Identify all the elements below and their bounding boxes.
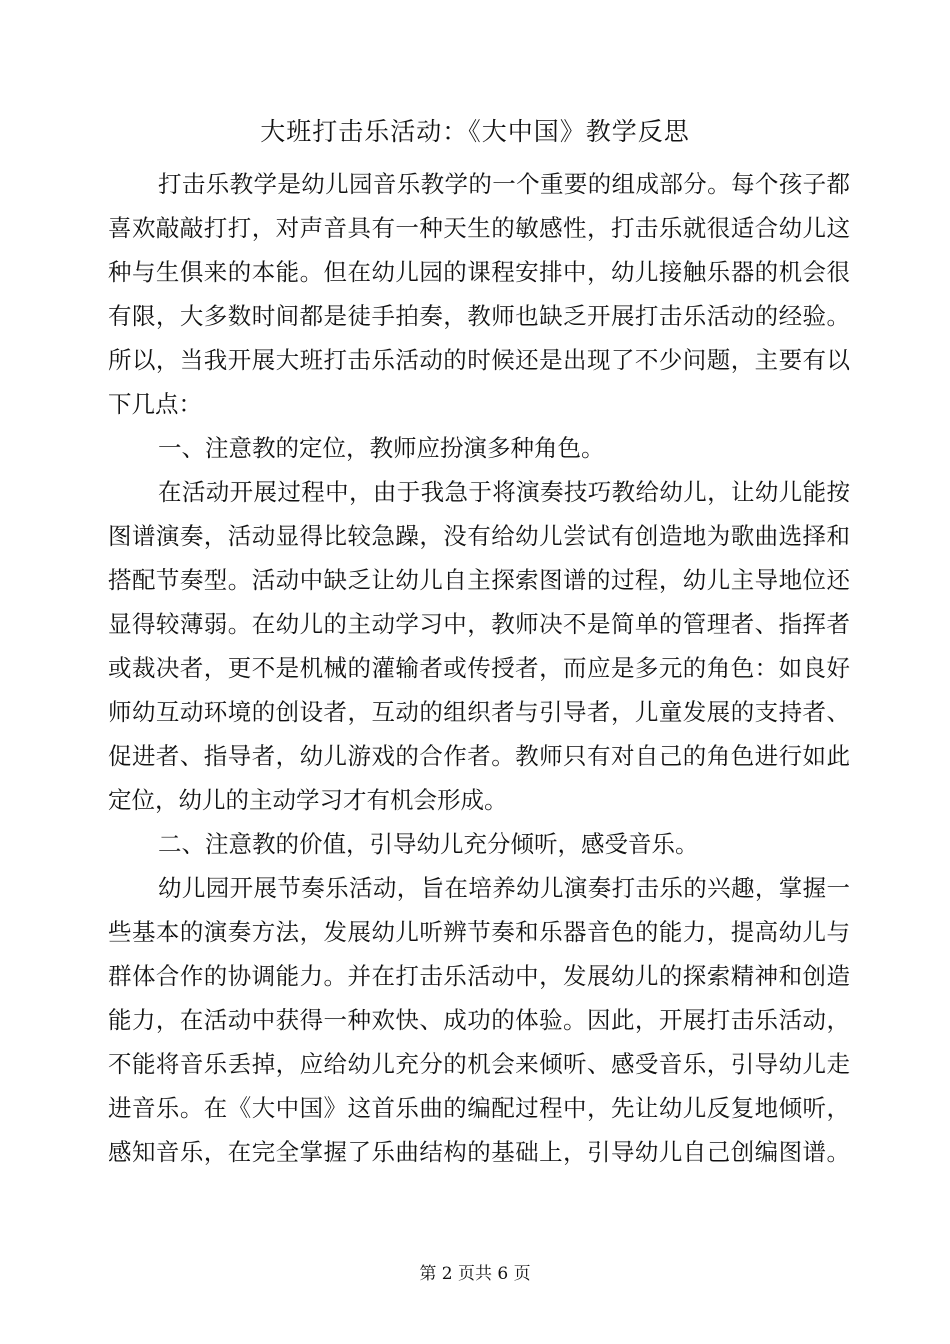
- text-line: 些基本的演奏方法，发展幼儿听辨节奏和乐器音色的能力，提高幼儿与: [108, 918, 850, 946]
- text-line: 或裁决者，更不是机械的灌输者或传授者，而应是多元的角色：如良好: [108, 654, 850, 682]
- page-number-footer: 第 2 页共 6 页: [419, 1264, 531, 1284]
- text-line: 搭配节奏型。活动中缺乏让幼儿自主探索图谱的过程，幼儿主导地位还: [108, 566, 850, 594]
- text-line: 有限，大多数时间都是徒手拍奏，教师也缺乏开展打击乐活动的经验。: [108, 302, 850, 330]
- text-line: 定位，幼儿的主动学习才有机会形成。: [108, 786, 508, 814]
- text-line: 图谱演奏，活动显得比较急躁，没有给幼儿尝试有创造地为歌曲选择和: [108, 522, 850, 550]
- paragraph: [108, 866, 850, 1174]
- text-line: 打击乐教学是幼儿园音乐教学的一个重要的组成部分。每个孩子都: [158, 170, 850, 198]
- text-line: 促进者、指导者，幼儿游戏的合作者。教师只有对自己的角色进行如此: [108, 742, 850, 770]
- document-title: 大班打击乐活动：《大中国》教学反思: [260, 117, 690, 146]
- text-line: 下几点：: [108, 390, 202, 418]
- section-heading: [108, 426, 850, 470]
- text-line: 一、注意教的定位，教师应扮演多种角色。: [158, 434, 605, 462]
- text-line: 所以，当我开展大班打击乐活动的时候还是出现了不少问题，主要有以: [108, 346, 850, 374]
- document-body: [108, 162, 850, 1174]
- text-line: 喜欢敲敲打打，对声音具有一种天生的敏感性，打击乐就很适合幼儿这: [108, 214, 850, 242]
- text-line: 不能将音乐丢掉，应给幼儿充分的机会来倾听、感受音乐，引导幼儿走: [108, 1050, 850, 1078]
- text-line: 能力，在活动中获得一种欢快、成功的体验。因此，开展打击乐活动，: [108, 1006, 850, 1034]
- text-line: 二、注意教的价值，引导幼儿充分倾听，感受音乐。: [158, 830, 699, 858]
- text-line: 师幼互动环境的创设者，互动的组织者与引导者，儿童发展的支持者、: [108, 698, 850, 726]
- paragraph: [108, 470, 850, 822]
- text-line: 进音乐。在《大中国》这首乐曲的编配过程中，先让幼儿反复地倾听，: [108, 1094, 850, 1122]
- text-line: 感知音乐，在完全掌握了乐曲结构的基础上，引导幼儿自己创编图谱。: [108, 1138, 850, 1166]
- text-line: 群体合作的协调能力。并在打击乐活动中，发展幼儿的探索精神和创造: [108, 962, 850, 990]
- text-line: 显得较薄弱。在幼儿的主动学习中，教师决不是简单的管理者、指挥者: [108, 610, 850, 638]
- section-heading: [108, 822, 850, 866]
- text-line: 幼儿园开展节奏乐活动，旨在培养幼儿演奏打击乐的兴趣，掌握一: [158, 874, 850, 902]
- text-line: 在活动开展过程中，由于我急于将演奏技巧教给幼儿，让幼儿能按: [158, 478, 850, 506]
- text-line: 种与生俱来的本能。但在幼儿园的课程安排中，幼儿接触乐器的机会很: [108, 258, 850, 286]
- paragraph: [108, 162, 850, 426]
